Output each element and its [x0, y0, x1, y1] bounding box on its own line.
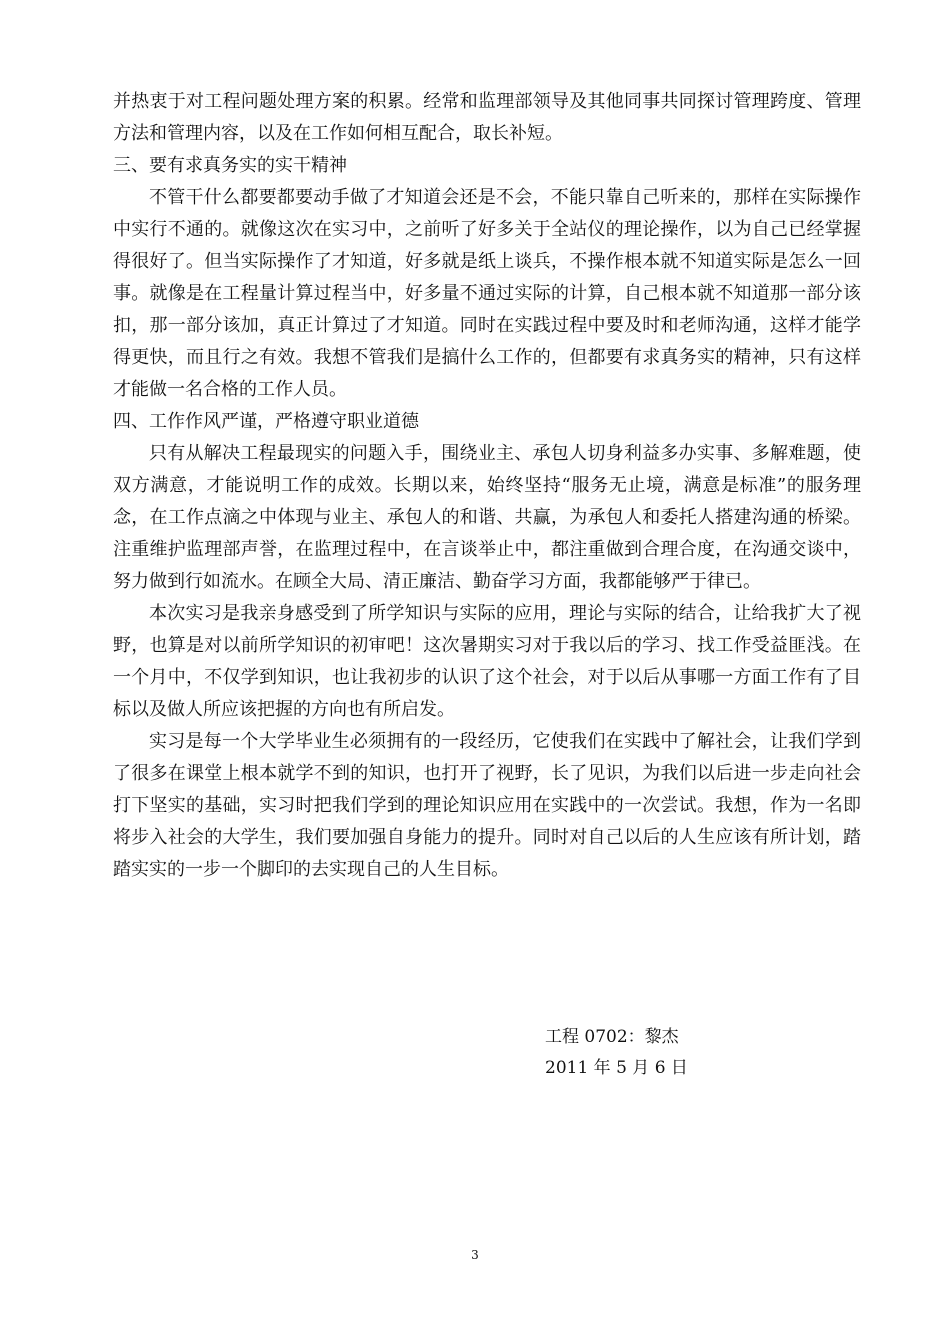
page-number: 3: [471, 1248, 479, 1262]
signature-date: 2011 年 5 月 6 日: [545, 1058, 688, 1078]
paragraph-internship-summary: 本次实习是我亲身感受到了所学知识与实际的应用，理论与实际的结合，让给我扩大了视野，也算是对以前所学知识的初审吧！这次暑期实习对于我以后的学习、找工作受益匪浅。在一个月中，不仅学到知识，也让我初步的认识了这个社会，对于以后从事哪一方面工作有了目标以及做人所应该把握的方向也有所启发。: [113, 603, 861, 720]
section-heading-3: 三、要有求真务实的实干精神: [113, 155, 347, 176]
paragraph-continuation: 并热衷于对工程问题处理方案的积累。经常和监理部领导及其他同事共同探讨管理跨度、管理方法和管理内容，以及在工作如何相互配合，取长补短。: [113, 91, 861, 144]
paragraph-practical-spirit: 不管干什么都要都要动手做了才知道会还是不会，不能只靠自己听来的，那样在实际操作中实行不通的。就像这次在实习中，之前听了好多关于全站仪的理论操作，以为自己已经掌握得很好了。但当实际操作了才知道，好多就是纸上谈兵，不操作根本就不知道实际是怎么一回事。就像是在工程量计算过程当中，好多量不通过实际的计算，自己根本就不知道那一部分该扣，那一部分该加，真正计算过了才知道。同时在实践过程中要及时和老师沟通，这样才能学得更快，而且行之有效。我想不管我们是搞什么工作的，但都要有求真务实的精神，只有这样才能做一名合格的工作人员。: [113, 187, 861, 400]
document-body: [113, 86, 861, 886]
section-heading-4: 四、工作作风严谨，严格遵守职业道德: [113, 411, 419, 432]
signature-block: [545, 1022, 688, 1084]
paragraph-conclusion: 实习是每一个大学毕业生必须拥有的一段经历，它使我们在实践中了解社会，让我们学到了很多在课堂上根本就学不到的知识，也打开了视野，长了见识，为我们以后进一步走向社会打下坚实的基础，实习时把我们学到的理论知识应用在实践中的一次尝试。我想，作为一名即将步入社会的大学生，我们要加强自身能力的提升。同时对自己以后的人生应该有所计划，踏踏实实的一步一个脚印的去实现自己的人生目标。: [113, 731, 861, 880]
paragraph-work-ethics: 只有从解决工程最现实的问题入手，围绕业主、承包人切身利益多办实事、多解难题，使双方满意，才能说明工作的成效。长期以来，始终坚持“服务无止境，满意是标准”的服务理念，在工作点滴之中体现与业主、承包人的和谐、共赢，为承包人和委托人搭建沟通的桥梁。注重维护监理部声誉，在监理过程中，在言谈举止中，都注重做到合理合度，在沟通交谈中，努力做到行如流水。在顾全大局、清正廉洁、勤奋学习方面，我都能够严于律已。: [113, 443, 861, 592]
signature-author: 工程 0702：黎杰: [545, 1027, 679, 1047]
